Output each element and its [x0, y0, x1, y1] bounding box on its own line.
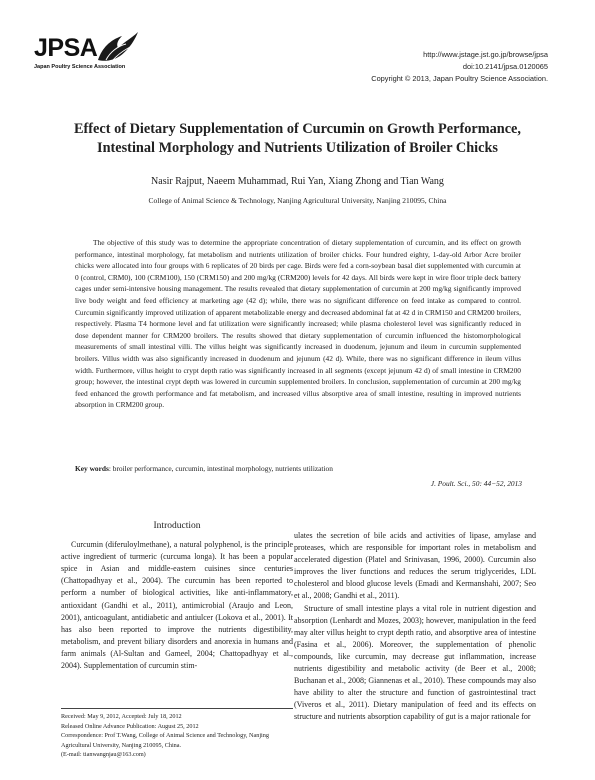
received-date: Received: May 9, 2012, Accepted: July 18, 2012	[61, 713, 182, 720]
author-list: Nasir Rajput, Naeem Muhammad, Rui Yan, Xiang Zhong and Tian Wang	[151, 176, 444, 187]
article-title	[40, 120, 555, 158]
section-heading-introduction: Introduction	[153, 521, 201, 531]
rooster-icon	[92, 30, 140, 66]
email[interactable]: (E-mail: tianwangnjau@163.com)	[61, 751, 146, 759]
copyright: Copyright © 2013, Japan Poultry Science Association.	[371, 74, 548, 83]
journal-logo	[34, 30, 174, 80]
logo-wordmark: JPSA	[34, 34, 98, 62]
body-paragraph-1: ulates the secretion of bile acids and activities of lipase, amylase and proteases, which are responsible for important roles in metabolism and accelerated digestion (Platel and Srinivasan, 1996, 2000). Curcumin also improves the liver functions and reduces the serum triglycerides, LDL cholesterol and blood glucose levels (Emadi and Kermanshahi, 2007; Seo et al., 2008; Gandhi et al., 2011).	[294, 531, 536, 601]
abstract: The objective of this study was to determine the appropriate concentration of dietary supplementation of curcumin, and its effect on growth performance, intestinal morphology, fat metabolism and nutrients utilization of broiler chicks. Four hundred eighty, 1-day-old Arbor Acre broiler chicks were allocated into four groups with 6 replicates of 20 birds per cage. Birds were fed a corn-soybean basal diet supplemented with curcumin at 0 (control, CRM0), 100 (CRM100), 150 (CRM150) and 200 mg/kg (CRM200) levels for 42 days. All birds were kept in wire floor triple deck battery cages under semi-intensive housing management. The results revealed that dietary supplementation of curcumin at 200 mg/kg significantly improved live body weight and feed efficiency at marketing age (42 d); while, there was no significant difference on feed intake as compared to control. Curcumin significantly improved utilization of apparent metabolizable energy and decreased abdominal fat at 42 d in CRM150 and CRM200 broilers, respectively. Plasma T4 hormone level and fat utilization were significantly increased; while plasma cholesterol level was significantly reduced in dose dependent manner for CRM200 broilers. The results showed that dietary supplementation of curcumin influenced the histomorphological measurements of small intestinal villi. The villus height was significantly increased in duodenum, jejunum and ileum in curcumin supplemented broilers. Villus width was also significantly increased in duodenum and jejunum (42 d). While, there was no significant difference in ileum villus width. Furthermore, villus height to crypt depth ratio was significantly increased in all segments (except jejunum 42 d) of small intestine in CRM200 group; however, the intestinal crypt depth was lowered in curcumin supplemented broilers. In conclusion, supplementation of curcumin at 200 mg/kg feed enhanced the growth performance and fat metabolism, and increased villus absorptive area of small intestine, resulting in improved nutrients absorption in CRM200 group.	[75, 238, 521, 410]
affiliation: College of Animal Science & Technology, Nanjing Agricultural University, Nanjing 210095, China	[148, 196, 447, 205]
keywords-text: : broiler performance, curcumin, intestinal morphology, nutrients utilization	[108, 464, 333, 473]
publication-info	[371, 49, 548, 85]
doi[interactable]: doi:10.2141/jpsa.0120065	[462, 62, 548, 71]
footnote	[61, 709, 293, 760]
journal-url[interactable]: http://www.jstage.jst.go.jp/browse/jpsa	[423, 50, 548, 59]
left-column	[61, 520, 293, 672]
keywords-label: Key words	[75, 464, 109, 473]
body-paragraph-2: Structure of small intestine plays a vital role in nutrient digestion and absorption (Lenhardt and Mozes, 2003); however, manipulation in the feed may alter villus height to crypt depth ratio, and absorptive area of intestine (Fasina et al., 2006). Moreover, the supplementation of phenolic compounds, like curcumin, may decrease gut inflammation, increase nutrients digestibility and metabolic activity (de Beer et al., 2008; Buchanan et al., 2008; Giannenas et al., 2010). These compounds may also have ability to alter the structure and function of gastrointestinal tract (Viveros et al., 2011). Dietary manipulation of feed and its effects on structure and nutrients absorption capability of gut is a major rationale for	[294, 603, 536, 722]
article-title-line-1: Effect of Dietary Supplementation of Curcumin on Growth Performance,	[74, 121, 521, 137]
keywords	[75, 464, 521, 473]
article-title-line-2: Intestinal Morphology and Nutrients Utilization of Broiler Chicks	[97, 140, 498, 156]
intro-paragraph: Curcumin (diferuloylmethane), a natural polyphenol, is the principle active ingredient of turmeric (curcuma longa). It has been a popular spice in Asian and middle-eastern cuisines since centuries (Chattopadhyay et al., 2004). The curcumin has been reported to perform a number of biological activities, like anti-inflammatory, antioxidant (Gandhi et al., 2011), antimicrobial (Araujo and Leon, 2001), anticoagulant, antidiabetic and antiulcer (Lokova et al., 2001). It has also been reported to improve the nutrients digestibility, metabolism, and prevent biliary disorders and anorexia in humans and farm animals (Al-Sultan and Gameel, 2004; Chattopadhyay et al., 2004). Supplementation of curcumin stim-	[61, 540, 293, 671]
logo-tagline: Japan Poultry Science Association	[34, 64, 126, 70]
citation: J. Poult. Sci., 50: 44−52, 2013	[430, 479, 522, 488]
correspondence: Correspondence: Prof T.Wang, College of Animal Science and Technology, Nanjing Agricultural University, Nanjing 210095, China.	[61, 732, 269, 749]
right-column	[294, 530, 536, 724]
release-date: Released Online Advance Publication: August 25, 2012	[61, 722, 199, 730]
